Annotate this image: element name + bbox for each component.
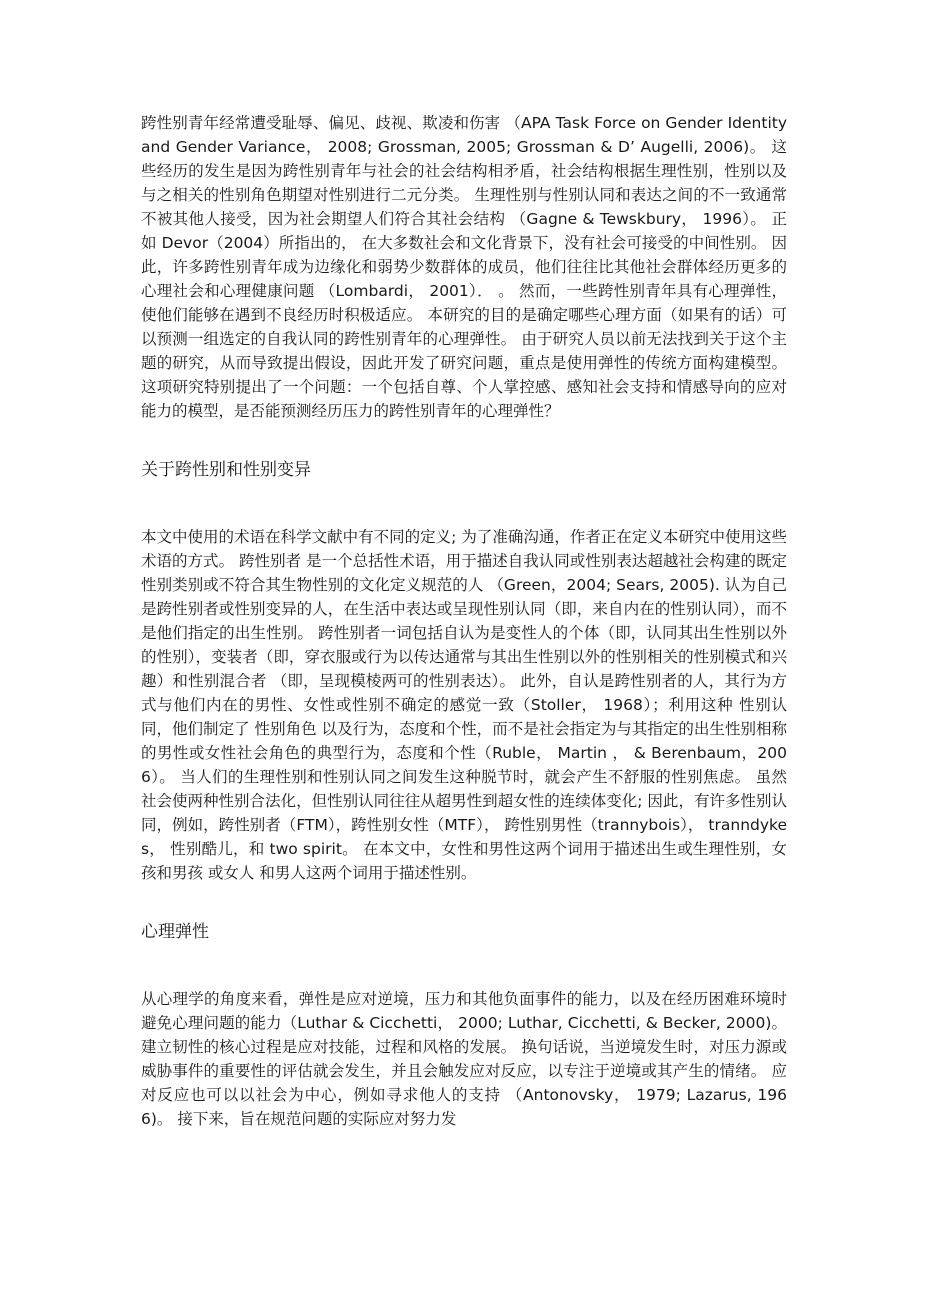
paragraph-resilience: 从心理学的角度来看，弹性是应对逆境，压力和其他负面事件的能力，以及在经历困难环境时避免心理问题的能力（Luthar & Cicchetti， 2000; Luthar, Cicchetti, & Becker, 2000)。 建立韧性的核心过程是应对技能，过程和风格的发展。 换句话说，当逆境发生时，对压力源或威胁事件的重要性的评估就会发生，并且会触发应对反应，以专注于逆境或其产生的情绪。 应对反应也可以以社会为中心，例如寻求他人的支持 （Antonovsky， 1979; Lazarus, 1966)。 接下来，旨在规范问题的实际应对努力发 (141, 990, 787, 1128)
document-page (141, 111, 787, 1131)
paragraph-terminology: 本文中使用的术语在科学文献中有不同的定义; 为了准确沟通，作者正在定义本研究中使用这些术语的方式。 跨性别者 是一个总括性术语，用于描述自我认同或性别表达超越社会构建的既定性别类别或不符合其生物性别的文化定义规范的人 （Green，2004; Sears, 2005). 认为自己是跨性别者或性别变异的人，在生活中表达或呈现性别认同（即，来自内在的性别认同），而不是他们指定的出生性别。 跨性别者一词包括自认为是变性人的个体（即，认同其出生性别以外的性别），变装者（即，穿衣服或行为以传达通常与其出生性别以外的性别相关的性别模式和兴趣）和性别混合者 （即，呈现模棱两可的性别表达）。 此外，自认是跨性别者的人，其行为方式与他们内在的男性、女性或性别不确定的感觉一致（Stoller， 1968）；利用这种 性别认同，他们制定了 性别角色 以及行为，态度和个性，而不是社会指定为与其指定的出生性别相称的男性或女性社会角色的典型行为，态度和个性（Ruble， Martin ， & Berenbaum，2006）。 当人们的生理性别和性别认同之间发生这种脱节时，就会产生不舒服的性别焦虑。 虽然社会使两种性别合法化，但性别认同往往从超男性到超女性的连续体变化; 因此，有许多性别认同，例如，跨性别者（FTM），跨性别女性（MTF）， 跨性别男性（trannybois）， tranndykes， 性别酷儿，和 two spirit。 在本文中，女性和男性这两个词用于描述出生或生理性别，女孩和男孩 或女人 和男人这两个词用于描述性别。 (141, 528, 787, 882)
section-heading-resilience: 心理弹性 (141, 922, 209, 942)
paragraph-intro: 跨性别青年经常遭受耻辱、偏见、歧视、欺凌和伤害 （APA Task Force on Gender Identity and Gender Variance， 2008; Grossman, 2005; Grossman & D’ Augelli, 2006)。 这些经历的发生是因为跨性别青年与社会的社会结构相矛盾，社会结构根据生理性别，性别以及与之相关的性别角色期望对性别进行二元分类。 生理性别与性别认同和表达之间的不一致通常不被其他人接受，因为社会期望人们符合其社会结构 （Gagne & Tewskbury， 1996）。 正如 Devor（2004）所指出的， 在大多数社会和文化背景下，没有社会可接受的中间性别。 因此，许多跨性别青年成为边缘化和弱势少数群体的成员，他们往往比其他社会群体经历更多的心理社会和心理健康问题 （Lombardi， 2001）． 。 然而，一些跨性别青年具有心理弹性，使他们能够在遇到不良经历时积极适应。 本研究的目的是确定哪些心理方面（如果有的话）可以预测一组选定的自我认同的跨性别青年的心理弹性。 由于研究人员以前无法找到关于这个主题的研究，从而导致提出假设，因此开发了研究问题，重点是使用弹性的传统方面构建模型。 这项研究特别提出了一个问题：一个包括自尊、个人掌控感、感知社会支持和情感导向的应对能力的模型，是否能预测经历压力的跨性别青年的心理弹性？ (141, 114, 787, 420)
section-heading-transgender: 关于跨性别和性别变异 (141, 460, 311, 480)
